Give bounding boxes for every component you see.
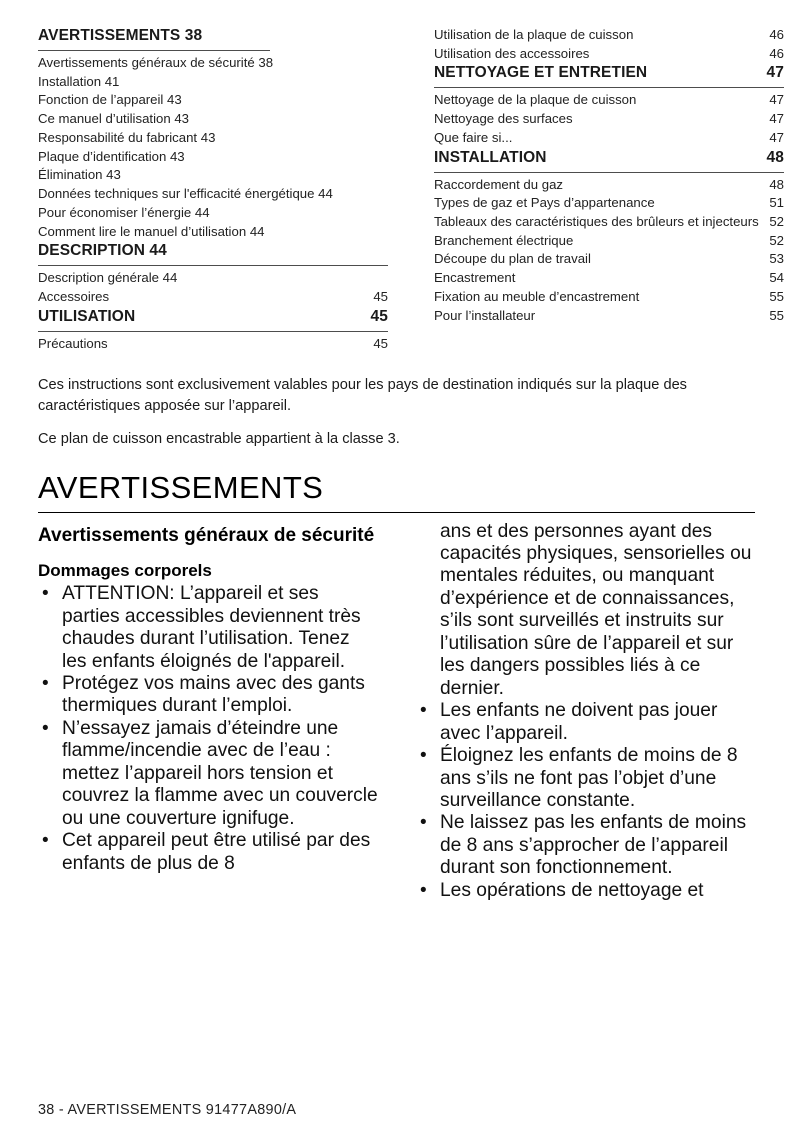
toc-entry[interactable] bbox=[38, 73, 388, 92]
toc-entry-label: Pour l’installateur bbox=[434, 307, 536, 323]
toc-entry[interactable] bbox=[38, 129, 388, 148]
toc-entry-page-number: 46 bbox=[769, 27, 784, 42]
toc-entry-label: Données techniques sur l'efficacité énergétique 44 bbox=[38, 186, 333, 202]
toc-heading[interactable] bbox=[434, 63, 784, 85]
toc-entry-page-number: 45 bbox=[373, 288, 388, 304]
toc-entry[interactable] bbox=[434, 232, 784, 251]
toc-heading-page-number: 45 bbox=[370, 307, 388, 325]
warning-bullet: • Protégez vos mains avec des gants thermiques durant l’emploi. bbox=[38, 673, 378, 718]
toc-entry[interactable] bbox=[434, 129, 784, 148]
section-heading: Avertissements généraux de sécurité bbox=[38, 524, 375, 546]
title-divider bbox=[38, 512, 755, 513]
toc-entry[interactable] bbox=[434, 213, 784, 232]
toc-entry[interactable] bbox=[434, 269, 784, 288]
toc-entry-page-number: 53 bbox=[769, 251, 784, 267]
toc-entry-label: Installation 41 bbox=[38, 73, 120, 89]
warning-list-left bbox=[38, 583, 378, 875]
toc-entry[interactable] bbox=[434, 288, 784, 307]
toc-entry[interactable] bbox=[434, 250, 784, 269]
toc-entry-page-number: 55 bbox=[769, 307, 784, 323]
toc-entry-label: Encastrement bbox=[434, 270, 516, 286]
toc-entry-page-number: 46 bbox=[769, 45, 784, 61]
toc-entry-page-number: 47 bbox=[769, 111, 784, 127]
toc-entry[interactable] bbox=[38, 185, 388, 204]
warning-bullet: • Les opérations de nettoyage et bbox=[416, 880, 756, 902]
toc-heading-page-number: 48 bbox=[766, 148, 784, 166]
toc-entry[interactable] bbox=[38, 54, 388, 73]
toc-heading-label: NETTOYAGE ET ENTRETIEN bbox=[434, 64, 648, 82]
toc-entry-label: Tableaux des caractéristiques des brûleurs et injecteurs bbox=[434, 213, 759, 229]
toc-heading-label: AVERTISSEMENTS 38 bbox=[38, 27, 203, 44]
toc-entry[interactable] bbox=[38, 269, 388, 288]
page-title: AVERTISSEMENTS bbox=[38, 470, 324, 506]
toc-heading-label: UTILISATION bbox=[38, 307, 136, 325]
toc-entry-page-number: 55 bbox=[769, 288, 784, 304]
toc-entry[interactable] bbox=[434, 45, 784, 64]
toc-entry[interactable] bbox=[38, 148, 388, 167]
toc-entry-label: Ce manuel d’utilisation 43 bbox=[38, 111, 190, 127]
toc-entry-page-number: 47 bbox=[769, 92, 784, 108]
toc-entry[interactable] bbox=[38, 110, 388, 129]
toc-heading[interactable] bbox=[38, 307, 388, 329]
toc-entry[interactable] bbox=[38, 223, 388, 242]
toc-entry-label: Découpe du plan de travail bbox=[434, 251, 591, 267]
toc-entry-label: Accessoires bbox=[38, 288, 110, 304]
toc-divider bbox=[38, 50, 270, 51]
toc-divider bbox=[434, 172, 784, 173]
toc-right-column bbox=[434, 26, 784, 353]
toc-entry-page-number: 52 bbox=[769, 232, 784, 248]
toc-entry-label: Comment lire le manuel d’utilisation 44 bbox=[38, 223, 265, 239]
subsection-heading: Dommages corporels bbox=[38, 560, 212, 580]
toc-entry-label: Types de gaz et Pays d’appartenance bbox=[434, 195, 655, 211]
toc-entry-page-number: 51 bbox=[769, 195, 784, 211]
toc-heading-page-number: 47 bbox=[766, 64, 784, 82]
warning-bullet: • Ne laissez pas les enfants de moins de 8 ans s’approcher de l’appareil durant son fonctionnement. bbox=[416, 812, 756, 879]
intro-paragraphs bbox=[38, 375, 755, 449]
toc-heading[interactable] bbox=[38, 241, 388, 263]
toc-entry[interactable] bbox=[434, 91, 784, 110]
toc-entry-label: Nettoyage des surfaces bbox=[434, 111, 573, 127]
toc-entry-label: Fonction de l’appareil 43 bbox=[38, 92, 182, 108]
toc-divider bbox=[38, 265, 388, 266]
intro-paragraph-1: Ces instructions sont exclusivement valables pour les pays de destination indiqués sur la plaque des caractéristiques apposée sur l’appareil. bbox=[38, 377, 687, 415]
toc-entry-label: Plaque d’identification 43 bbox=[38, 148, 185, 164]
toc-entry-page-number: 54 bbox=[769, 270, 784, 286]
toc-entry-label: Nettoyage de la plaque de cuisson bbox=[434, 92, 637, 108]
warning-bullet: • Cet appareil peut être utilisé par des enfants de plus de 8 bbox=[38, 830, 378, 875]
toc-entry[interactable] bbox=[38, 166, 388, 185]
toc-entry-page-number: 48 bbox=[769, 176, 784, 192]
warning-bullet: • N’essayez jamais d’éteindre une flamme/incendie avec de l’eau : mettez l’appareil hors tension et couvrez la flamme avec un couvercle ou une couverture ignifuge. bbox=[38, 718, 378, 830]
intro-paragraph-2: Ce plan de cuisson encastrable appartient à la classe 3. bbox=[38, 430, 400, 447]
toc-heading-label: INSTALLATION bbox=[434, 148, 547, 166]
toc-entry-label: Que faire si... bbox=[434, 129, 513, 145]
toc-entry[interactable] bbox=[434, 307, 784, 326]
toc-divider bbox=[38, 331, 388, 332]
body-left-column bbox=[38, 521, 378, 903]
toc-entry[interactable] bbox=[38, 91, 388, 110]
table-of-contents bbox=[38, 0, 784, 353]
warning-bullet: • Éloignez les enfants de moins de 8 ans s’ils ne font pas l’objet d’une surveillance constante. bbox=[416, 745, 756, 812]
toc-heading[interactable] bbox=[434, 148, 784, 170]
toc-entry-label: Utilisation de la plaque de cuisson bbox=[434, 27, 634, 42]
toc-entry[interactable] bbox=[434, 26, 784, 45]
toc-entry[interactable] bbox=[38, 288, 388, 307]
body-right-column bbox=[416, 521, 756, 903]
toc-entry[interactable] bbox=[38, 335, 388, 354]
warning-bullet: • ATTENTION: L’appareil et ses parties accessibles deviennent très chaudes durant l’utilisation. Tenez les enfants éloignés de l'appareil. bbox=[38, 583, 378, 673]
toc-entry-page-number: 47 bbox=[769, 129, 784, 145]
toc-entry[interactable] bbox=[38, 204, 388, 223]
page-footer: 38 - AVERTISSEMENTS 91477A890/A bbox=[38, 1102, 297, 1118]
toc-left-column bbox=[38, 26, 388, 353]
bullet-continuation: ans et des personnes ayant des capacités physiques, sensorielles ou mentales réduites, ou manquant d’expérience et de connaissances, s’ils sont surveillés et instruits sur l’utilisation sûre de l’appareil et sur les dangers possibles liés à ce dernier. bbox=[440, 520, 752, 699]
warning-bullet: • Les enfants ne doivent pas jouer avec l’appareil. bbox=[416, 700, 756, 745]
toc-entry-page-number: 52 bbox=[769, 213, 784, 229]
toc-entry-page-number: 45 bbox=[373, 335, 388, 351]
toc-entry-label: Utilisation des accessoires bbox=[434, 45, 590, 61]
toc-heading-label: DESCRIPTION 44 bbox=[38, 242, 167, 260]
toc-entry-label: Raccordement du gaz bbox=[434, 176, 564, 192]
toc-entry-label: Description générale 44 bbox=[38, 270, 178, 286]
toc-entry[interactable] bbox=[434, 110, 784, 129]
toc-entry[interactable] bbox=[434, 176, 784, 195]
body-columns bbox=[38, 521, 755, 903]
toc-entry-label: Responsabilité du fabricant 43 bbox=[38, 129, 216, 145]
warning-list-right bbox=[416, 700, 756, 902]
toc-entry-label: Précautions bbox=[38, 335, 108, 351]
toc-entry-label: Élimination 43 bbox=[38, 167, 121, 183]
toc-entry-label: Branchement électrique bbox=[434, 232, 574, 248]
document-page bbox=[38, 0, 784, 1136]
toc-entry[interactable] bbox=[434, 194, 784, 213]
toc-entry-label: Fixation au meuble d’encastrement bbox=[434, 288, 640, 304]
toc-entry-label: Pour économiser l’énergie 44 bbox=[38, 204, 210, 220]
toc-entry-label: Avertissements généraux de sécurité 38 bbox=[38, 54, 274, 70]
toc-heading[interactable] bbox=[38, 26, 388, 48]
toc-divider bbox=[434, 87, 784, 88]
